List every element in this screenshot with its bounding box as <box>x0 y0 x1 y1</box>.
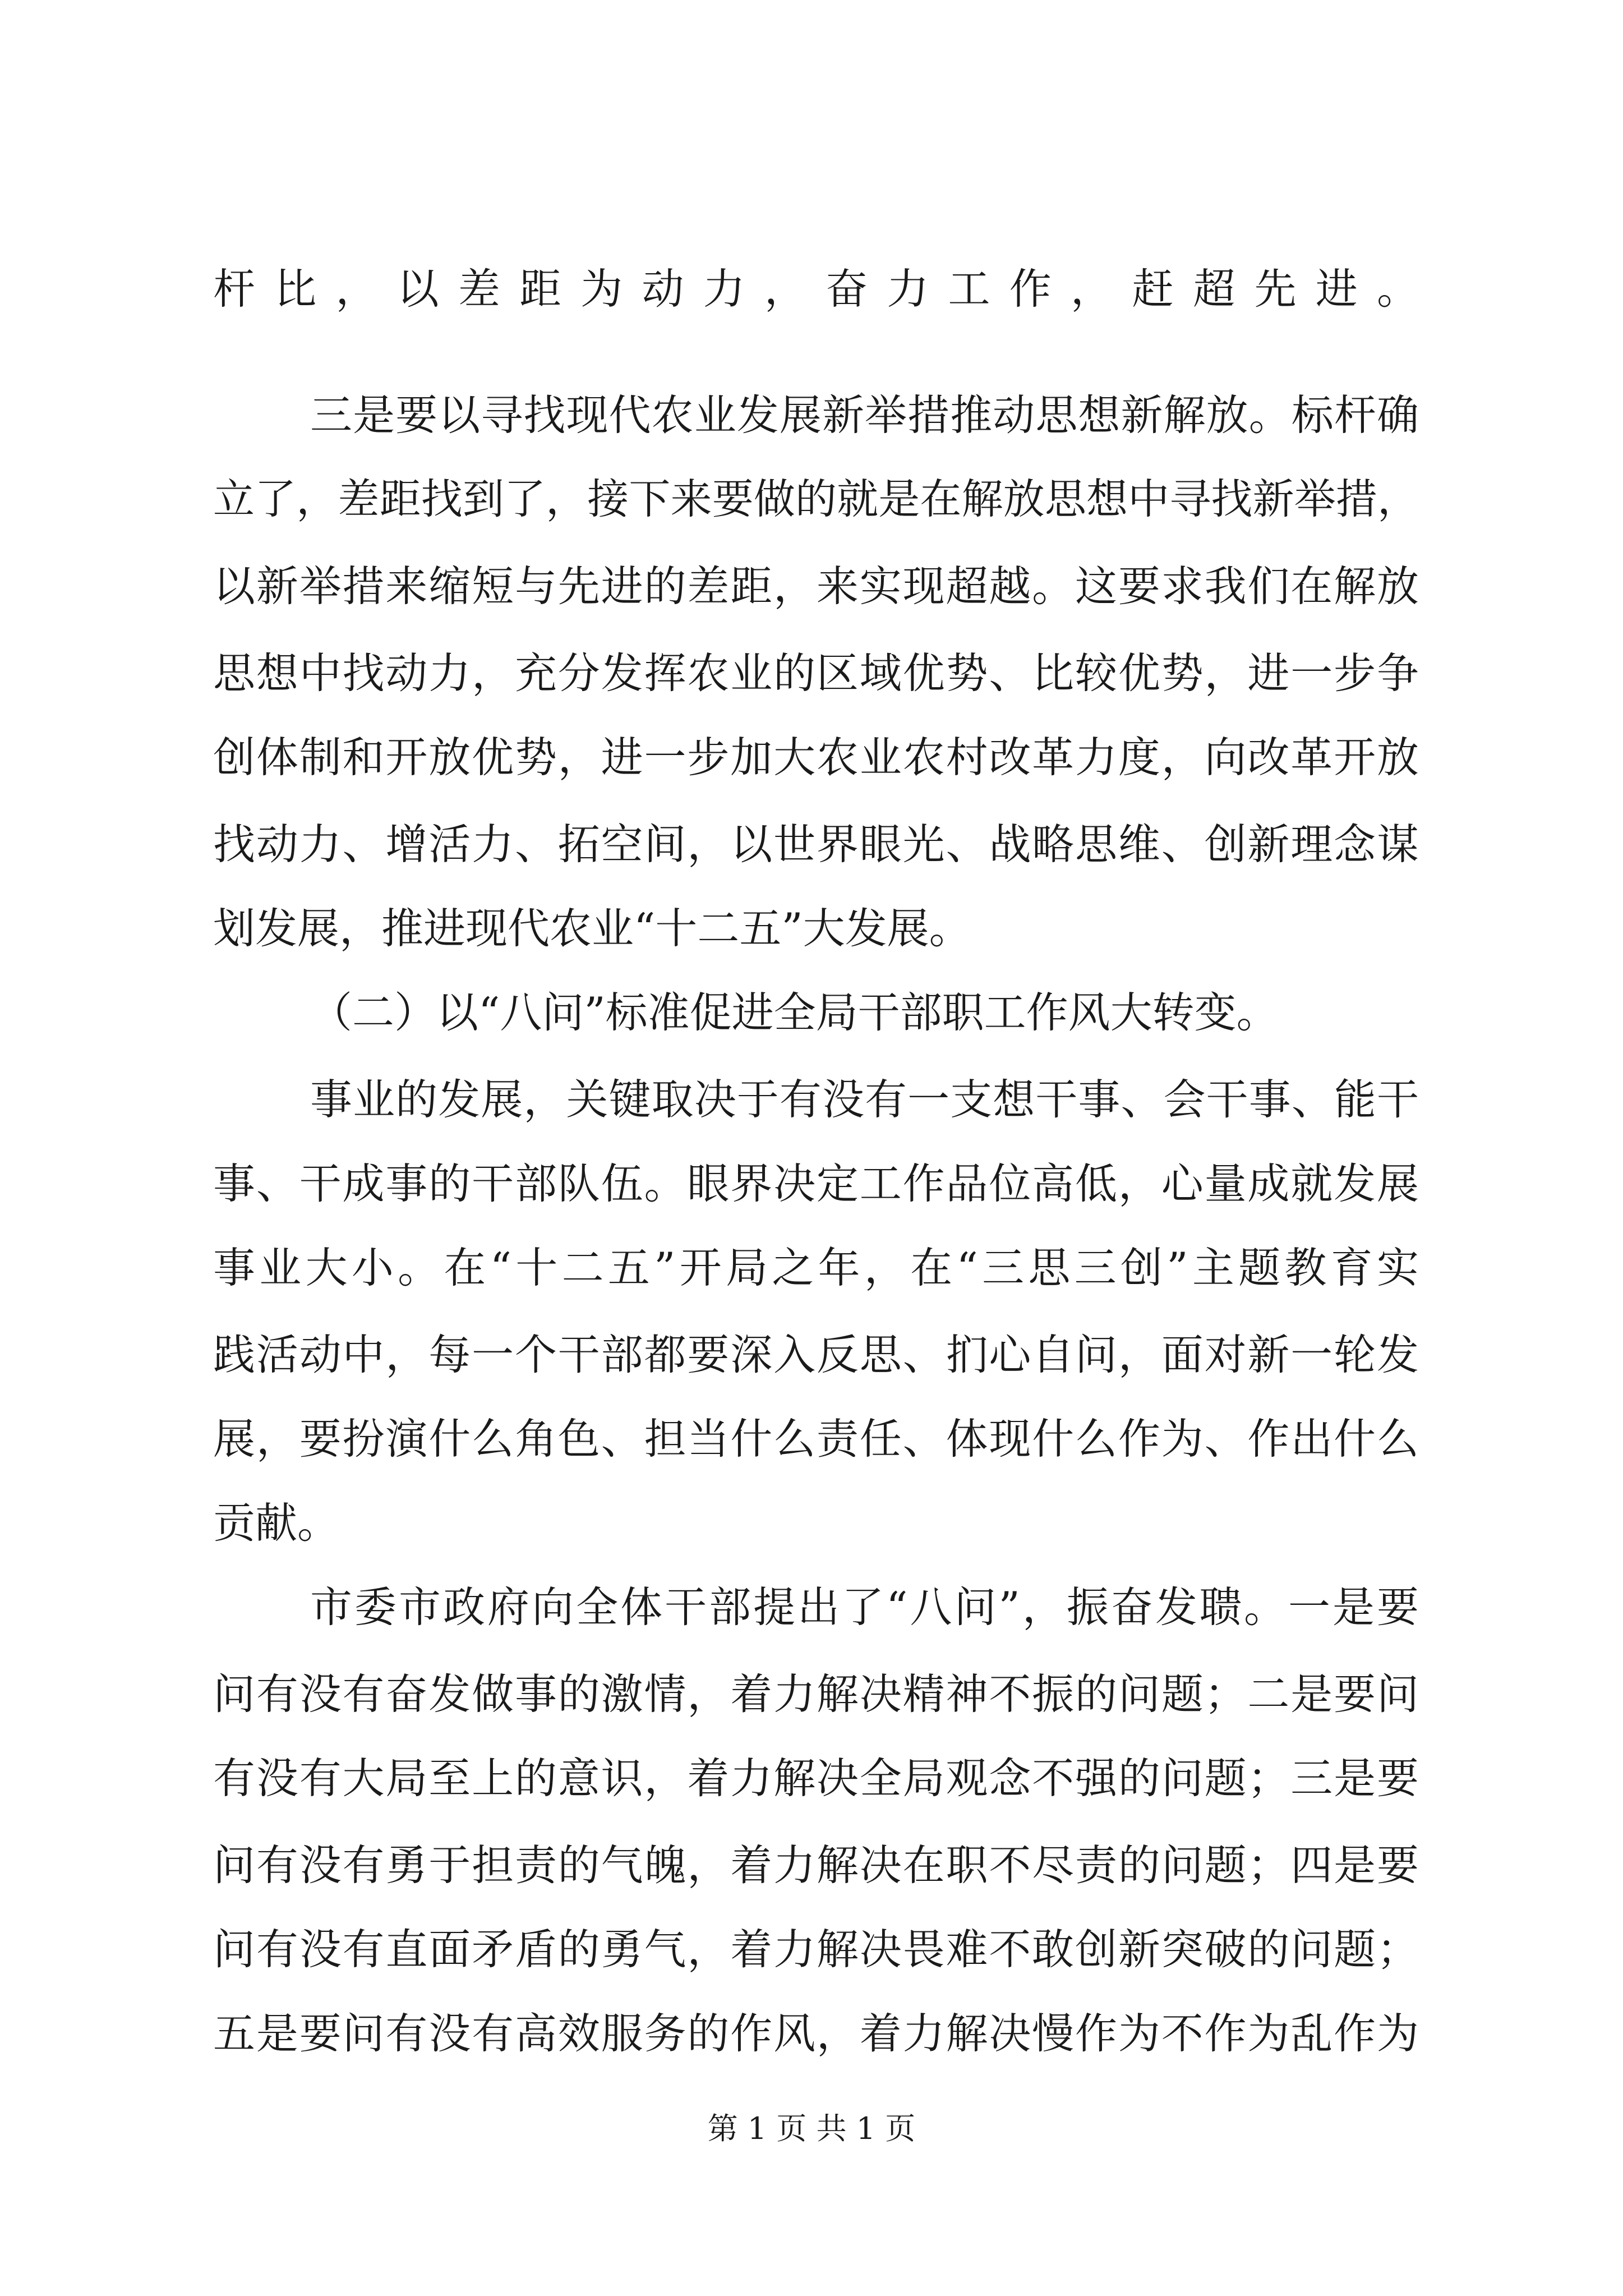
text-line-20: 问有没有直面矛盾的勇气，着力解决畏难不敢创新突破的问题； <box>213 1925 1419 1974</box>
text-line-12: 事业大小。在“十二五”开局之年，在“三思三创”主题教育实 <box>213 1243 1419 1292</box>
text-line-11: 事、干成事的干部队伍。眼界决定工作品位高低，心量成就发展 <box>213 1159 1419 1208</box>
text-line-5: 思想中找动力，充分发挥农业的区域优势、比较优势，进一步争 <box>213 648 1419 698</box>
text-line-1: 杆比，以差距为动力，奋力工作，赶超先进。 <box>213 264 1419 314</box>
text-line-18: 有没有大局至上的意识，着力解决全局观念不强的问题；三是要 <box>213 1754 1419 1803</box>
page-footer: 第 1 页 共 1 页 <box>707 2111 916 2146</box>
text-line-14: 展，要扮演什么角色、担当什么责任、体现什么作为、作出什么 <box>213 1414 1419 1464</box>
text-line-21: 五是要问有没有高效服务的作风，着力解决慢作为不作为乱作为 <box>213 2009 1419 2058</box>
text-line-10: 事业的发展，关键取决于有没有一支想干事、会干事、能干 <box>310 1075 1419 1124</box>
text-line-8: 划发展，推进现代农业“十二五”大发展。 <box>213 904 971 953</box>
section-heading: （二）以“八问”标准促进全局干部职工作风大转变。 <box>310 988 1279 1037</box>
text-line-7: 找动力、增活力、拓空间，以世界眼光、战略思维、创新理念谋 <box>213 820 1419 869</box>
text-line-17: 问有没有奋发做事的激情，着力解决精神不振的问题；二是要问 <box>213 1669 1419 1719</box>
text-line-2: 三是要以寻找现代农业发展新举措推动思想新解放。标杆确 <box>310 390 1419 440</box>
text-line-13: 践活动中，每一个干部都要深入反思、扪心自问，面对新一轮发 <box>213 1330 1419 1379</box>
text-line-16: 市委市政府向全体干部提出了“八问”，振奋发聩。一是要 <box>310 1582 1419 1632</box>
text-line-19: 问有没有勇于担责的气魄，着力解决在职不尽责的问题；四是要 <box>213 1841 1419 1890</box>
text-line-15: 贡献。 <box>213 1498 340 1548</box>
text-line-3: 立了，差距找到了，接下来要做的就是在解放思想中寻找新举措， <box>213 475 1419 523</box>
text-line-4: 以新举措来缩短与先进的差距，来实现超越。这要求我们在解放 <box>213 562 1419 611</box>
text-line-6: 创体制和开放优势，进一步加大农业农村改革力度，向改革开放 <box>213 733 1419 782</box>
